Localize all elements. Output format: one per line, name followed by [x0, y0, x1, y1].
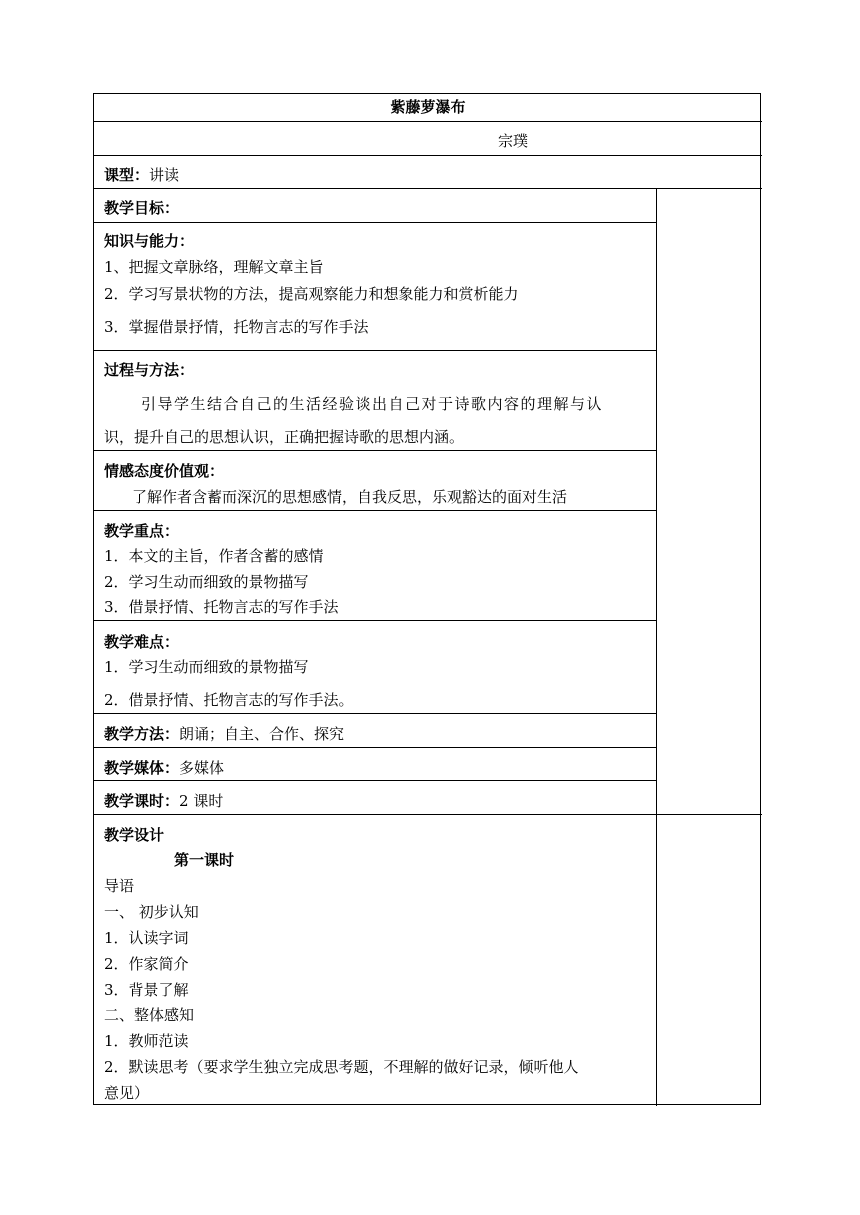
- objectives-heading: 教学目标：: [104, 199, 180, 217]
- lesson-type-label: 课型：: [104, 166, 150, 184]
- key-point-item: 1．本文的主旨，作者含蓄的感情: [104, 547, 324, 565]
- teaching-hours: [104, 793, 223, 810]
- notes-column-divider: [656, 188, 657, 1106]
- row-divider: [94, 747, 656, 748]
- lesson-type: [104, 167, 179, 184]
- process-line: 识，提升自己的思想认识，正确把握诗歌的思想内涵。: [104, 428, 465, 446]
- author-name: 宗璞: [498, 132, 529, 150]
- design-line: 导语: [104, 877, 135, 895]
- row-divider: [94, 780, 656, 781]
- lesson-plan-table: [93, 93, 761, 1105]
- teaching-hours-value: 2 课时: [179, 792, 224, 810]
- teaching-method-value: 朗诵；自主、合作、探究: [179, 725, 345, 743]
- row-divider: [94, 620, 656, 621]
- teaching-media-value: 多媒体: [179, 759, 225, 777]
- difficulty-item: 2．借景抒情、托物言志的写作手法。: [104, 691, 354, 709]
- row-divider: [94, 450, 656, 451]
- teaching-method-label: 教学方法：: [104, 725, 180, 743]
- lesson-type-value: 讲读: [149, 166, 180, 184]
- design-line: 意见）: [104, 1084, 150, 1102]
- teaching-method: [104, 726, 344, 743]
- teaching-hours-label: 教学课时：: [104, 792, 180, 810]
- design-line: 2．作家简介: [104, 955, 189, 973]
- design-line: 2．默读思考（要求学生独立完成思考题，不理解的做好记录，倾听他人: [104, 1058, 579, 1076]
- difficulties-heading: 教学难点：: [104, 633, 180, 651]
- row-divider: [94, 188, 762, 189]
- key-points-heading: 教学重点：: [104, 522, 180, 540]
- knowledge-item: 2．学习写景状物的方法，提高观察能力和想象能力和赏析能力: [104, 285, 519, 303]
- process-line: 引导学生结合自己的生活经验谈出自己对于诗歌内容的理解与认: [141, 395, 604, 413]
- knowledge-item: 3．掌握借景抒情，托物言志的写作手法: [104, 318, 369, 336]
- teaching-media-label: 教学媒体：: [104, 759, 180, 777]
- emotion-text: 了解作者含蓄而深沉的思想感情，自我反思，乐观豁达的面对生活: [132, 488, 568, 506]
- design-line: 一、 初步认知: [104, 903, 199, 921]
- row-divider: [94, 121, 762, 122]
- teaching-media: [104, 760, 224, 777]
- design-line: 1．教师范读: [104, 1032, 189, 1050]
- difficulty-item: 1．学习生动而细致的景物描写: [104, 658, 309, 676]
- row-divider: [94, 510, 656, 511]
- key-point-item: 2．学习生动而细致的景物描写: [104, 573, 309, 591]
- row-divider: [94, 222, 656, 223]
- design-line: 3．背景了解: [104, 981, 189, 999]
- design-subheading: 第一课时: [174, 851, 235, 869]
- row-divider: [94, 350, 656, 351]
- row-divider: [94, 713, 656, 714]
- design-line: 1．认读字词: [104, 929, 189, 947]
- row-divider: [94, 814, 762, 815]
- knowledge-heading: 知识与能力：: [104, 232, 195, 250]
- design-heading: 教学设计: [104, 826, 165, 844]
- emotion-heading: 情感态度价值观：: [104, 462, 225, 480]
- process-heading: 过程与方法：: [104, 361, 195, 379]
- knowledge-item: 1、把握文章脉络，理解文章主旨: [104, 258, 324, 276]
- key-point-item: 3．借景抒情、托物言志的写作手法: [104, 598, 339, 616]
- design-line: 二、整体感知: [104, 1006, 195, 1024]
- row-divider: [94, 155, 762, 156]
- lesson-title: 紫藤萝瀑布: [390, 98, 466, 116]
